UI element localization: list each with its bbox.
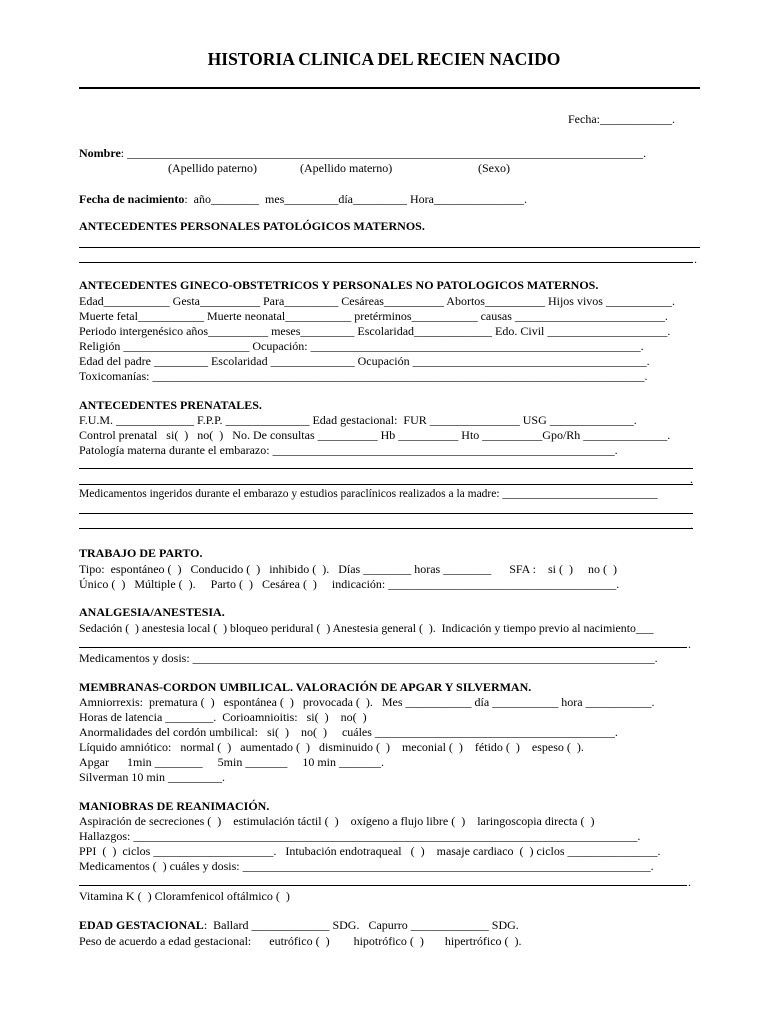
- edad-gestacional-label: EDAD GESTACIONAL: [79, 918, 204, 932]
- gineco-line-periodo[interactable]: Periodo intergenésico años__________ meses_________ Escolaridad_____________ Edo. Civil ____________________.: [79, 324, 671, 338]
- section-antecedentes-prenatales: ANTECEDENTES PRENATALES.: [79, 398, 262, 412]
- blank-line[interactable]: [79, 262, 693, 263]
- fecha-field[interactable]: Fecha:____________.: [568, 112, 675, 126]
- section-membranas: MEMBRANAS-CORDON UMBILICAL. VALORACIÓN DE APGAR Y SILVERMAN.: [79, 680, 532, 694]
- membranas-line-amniorrexis[interactable]: Amniorrexis: prematura ( ) espontánea ( ) provocada ( ). Mes ___________ día ___________ hora ___________.: [79, 695, 655, 709]
- prenatales-line-patologia[interactable]: Patología materna durante el embarazo: _________________________________________________________.: [79, 443, 618, 457]
- analgesia-line-medicamentos[interactable]: Medicamentos y dosis: _____________________________________________________________________________.: [79, 651, 658, 665]
- section-trabajo-parto: TRABAJO DE PARTO.: [79, 546, 203, 560]
- section-antecedentes-patologicos: ANTECEDENTES PERSONALES PATOLÓGICOS MATERNOS.: [79, 219, 425, 233]
- end-period: .: [694, 252, 697, 266]
- gineco-line-religion[interactable]: Religión _____________________ Ocupación: _______________________________________________________.: [79, 339, 644, 353]
- fecha-nacimiento-label: Fecha de nacimiento: [79, 192, 185, 206]
- blank-line[interactable]: [79, 513, 693, 514]
- section-maniobras: MANIOBRAS DE REANIMACIÓN.: [79, 799, 270, 813]
- maniobras-line-medicamentos[interactable]: Medicamentos ( ) cuáles y dosis: ____________________________________________________________________.: [79, 859, 654, 873]
- blank-line[interactable]: [79, 247, 700, 248]
- fecha-nacimiento-line: : año________ mes_________día_________ Hora_______________.: [184, 192, 527, 206]
- nombre-line: : ______________________________________________________________________________________.: [120, 146, 647, 160]
- gineco-line-padre[interactable]: Edad del padre _________ Escolaridad ______________ Ocupación _______________________________________.: [79, 354, 650, 368]
- prenatales-line-fum[interactable]: F.U.M. _____________ F.P.P. ______________ Edad gestacional: FUR _______________ USG ______________.: [79, 413, 637, 427]
- membranas-line-cordon[interactable]: Anormalidades del cordón umbilical: si( ) no( ) cuáles ________________________________________.: [79, 725, 618, 739]
- blank-line[interactable]: [79, 528, 693, 529]
- end-period: .: [688, 637, 691, 651]
- section-antecedentes-gineco: ANTECEDENTES GINECO-OBSTETRICOS Y PERSONALES NO PATOLOGICOS MATERNOS.: [79, 278, 599, 292]
- nombre-label: Nombre: [79, 146, 121, 160]
- prenatales-line-medicamentos[interactable]: Medicamentos ingeridos durante el embarazo y estudios paraclínicos realizados a la madre: ___________________________: [79, 488, 658, 500]
- analgesia-line-sedacion[interactable]: Sedación ( ) anestesia local ( ) bloqueo peridural ( ) Anestesia general ( ). Indicación y tiempo previo al nacimiento___: [79, 621, 654, 635]
- blank-line[interactable]: [79, 885, 687, 886]
- membranas-line-apgar[interactable]: Apgar 1min ________ 5min _______ 10 min _______.: [79, 755, 384, 769]
- membranas-line-silverman[interactable]: Silverman 10 min _________.: [79, 770, 225, 784]
- sexo-caption: (Sexo): [478, 161, 510, 175]
- edad-gestacional-line: : Ballard _____________ SDG. Capurro _____________ SDG.: [203, 918, 519, 932]
- gineco-line-muerte[interactable]: Muerte fetal___________ Muerte neonatal___________ pretérminos___________ causas _________________________.: [79, 309, 668, 323]
- nombre-field[interactable]: [79, 146, 646, 160]
- gineco-line-edad[interactable]: Edad___________ Gesta__________ Para_________ Cesáreas__________ Abortos__________ Hijos vivos ___________.: [79, 294, 675, 308]
- apellido-materno-caption: (Apellido materno): [300, 161, 393, 175]
- edad-gestacional-peso[interactable]: Peso de acuerdo a edad gestacional: eutrófico ( ) hipotrófico ( ) hipertrófico ( ).: [79, 934, 522, 948]
- membranas-line-latencia[interactable]: Horas de latencia ________. Corioamnioitis: si( ) no( ): [79, 710, 367, 724]
- end-period: .: [688, 875, 691, 889]
- maniobras-line-hallazgos[interactable]: Hallazgos: ____________________________________________________________________________________.: [79, 829, 641, 843]
- fecha-nacimiento-field[interactable]: [79, 192, 527, 206]
- page-title: HISTORIA CLINICA DEL RECIEN NACIDO: [207, 49, 561, 69]
- blank-line[interactable]: [79, 484, 693, 485]
- end-period: .: [690, 472, 693, 486]
- maniobras-line-vitamina-k[interactable]: Vitamina K ( ) Cloramfenicol oftálmico ( ): [79, 889, 290, 903]
- maniobras-line-ppi[interactable]: PPI ( ) ciclos ____________________. Intubación endotraqueal ( ) masaje cardiaco ( ) ciclos _______________.: [79, 844, 661, 858]
- edad-gestacional-field[interactable]: [79, 918, 519, 932]
- title-divider: [79, 87, 700, 89]
- section-analgesia: ANALGESIA/ANESTESIA.: [79, 605, 225, 619]
- trabajo-line-tipo[interactable]: Tipo: espontáneo ( ) Conducido ( ) inhibido ( ). Días ________ horas ________ SFA : si ( ) no ( ): [79, 562, 617, 576]
- maniobras-line-aspiracion[interactable]: Aspiración de secreciones ( ) estimulación táctil ( ) oxígeno a flujo libre ( ) laringoscopia directa ( ): [79, 814, 595, 828]
- trabajo-line-unico[interactable]: Único ( ) Múltiple ( ). Parto ( ) Cesárea ( ) indicación: ______________________________________.: [79, 577, 620, 591]
- end-period: .: [690, 518, 693, 532]
- blank-line[interactable]: [79, 647, 687, 648]
- blank-line[interactable]: [79, 468, 693, 469]
- membranas-line-liquido[interactable]: Líquido amniótico: normal ( ) aumentado ( ) disminuido ( ) meconial ( ) fétido ( ) espeso ( ).: [79, 740, 584, 754]
- gineco-line-toxicomanias[interactable]: Toxicomanías: __________________________________________________________________________________.: [79, 369, 648, 383]
- prenatales-line-control[interactable]: Control prenatal si( ) no( ) No. De consultas __________ Hb __________ Hto __________Gpo/Rh ______________.: [79, 428, 671, 442]
- apellido-paterno-caption: (Apellido paterno): [168, 161, 257, 175]
